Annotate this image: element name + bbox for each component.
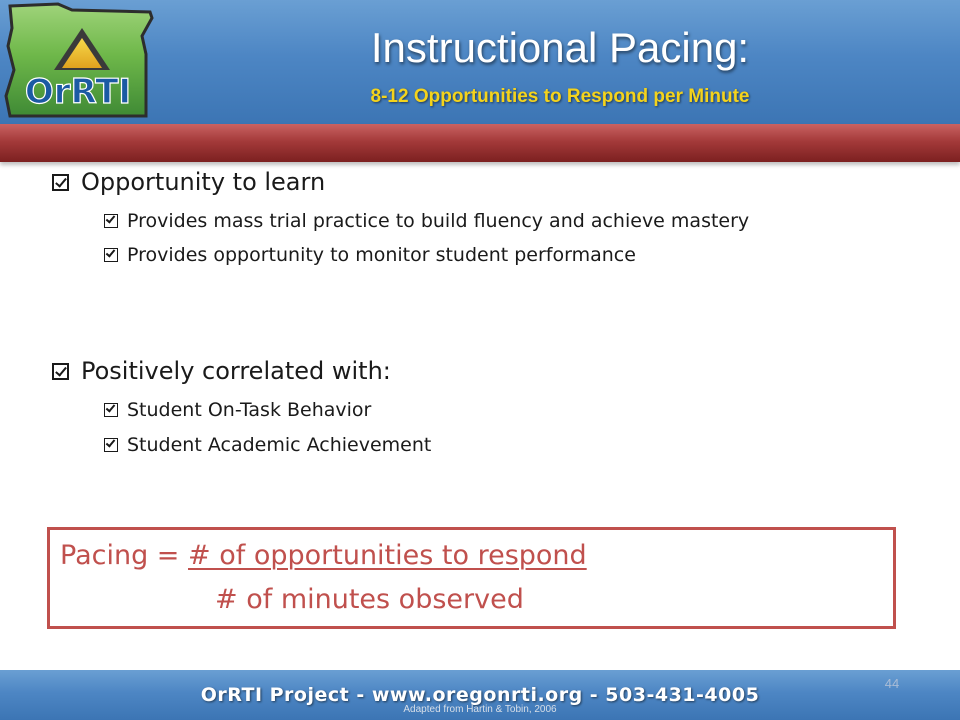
- page-subtitle: 8-12 Opportunities to Respond per Minute: [370, 86, 750, 107]
- formula-numerator-line: [60, 540, 587, 571]
- pacing-formula-box: [47, 527, 896, 629]
- checkbox-icon: [104, 248, 118, 262]
- checkbox-icon: [104, 214, 118, 228]
- formula-lhs: Pacing =: [60, 540, 180, 571]
- sub-bullet-achievement: [104, 431, 431, 459]
- bullet-opportunity-to-learn: [52, 166, 325, 198]
- checkbox-icon: [52, 363, 69, 380]
- sub-bullet-label: Student On-Task Behavior: [127, 399, 372, 421]
- sub-bullet-monitor: [104, 241, 636, 269]
- formula-denominator: # of minutes observed: [215, 584, 524, 615]
- header-stripe: [0, 124, 960, 162]
- checkbox-icon: [104, 438, 118, 452]
- orrti-logo: [0, 0, 160, 124]
- sub-bullet-label: Provides mass trial practice to build fluency and achieve mastery: [127, 210, 750, 232]
- bullet-label: Positively correlated with:: [81, 357, 391, 385]
- sub-bullet-label: Student Academic Achievement: [127, 434, 432, 456]
- sub-bullet-label: Provides opportunity to monitor student performance: [127, 244, 636, 266]
- bullet-positively-correlated: [52, 355, 391, 387]
- checkbox-icon: [52, 174, 69, 191]
- formula-numerator: # of opportunities to respond: [188, 540, 587, 571]
- bullet-label: Opportunity to learn: [81, 168, 326, 196]
- page-title: Instructional Pacing:: [370, 24, 750, 71]
- checkbox-icon: [104, 403, 118, 417]
- logo-wordmark: OrRTI: [24, 72, 132, 112]
- footer-credit: Adapted from Hartin & Tobin, 2006: [403, 704, 557, 715]
- slide-number: 44: [884, 676, 900, 691]
- sub-bullet-mass-trial: [104, 207, 749, 235]
- footer-contact: OrRTI Project - www.oregonrti.org - 503-431-4005: [200, 684, 760, 706]
- sub-bullet-on-task: [104, 396, 371, 424]
